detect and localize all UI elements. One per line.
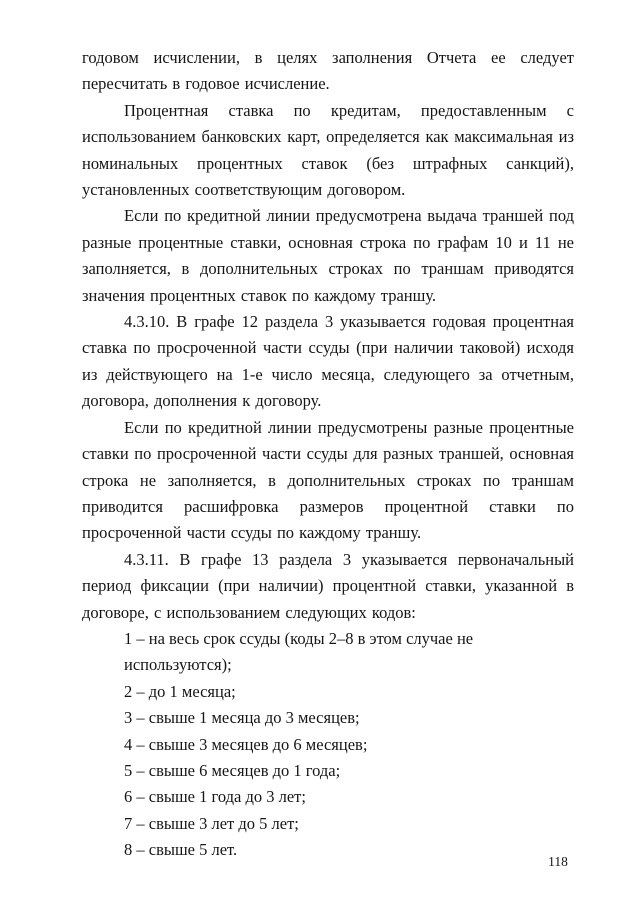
code-list-item: 1 – на весь срок ссуды (коды 2–8 в этом случае не используются); xyxy=(124,628,474,675)
code-list-item: 3 – свыше 1 месяца до 3 месяцев; xyxy=(124,708,360,728)
paragraph: Процентная ставка по кредитам, предоставленным с использованием банковских карт, определяется как максимальная из номинальных процентных ставок (без штрафных санкций), установленных соответствующим договором. xyxy=(82,100,574,200)
code-list-item: 7 – свыше 3 лет до 5 лет; xyxy=(124,813,299,833)
paragraph-4-3-11: 4.3.11. В графе 13 раздела 3 указывается первоначальный период фиксации (при наличии) процентной ставки, указанной в договоре, с использованием следующих кодов: xyxy=(82,549,574,622)
paragraph: Если по кредитной линии предусмотрена выдача траншей под разные процентные ставки, основная строка по графам 10 и 11 не заполняется, в дополнительных строках по траншам приводятся значения процентных ставок по каждому траншу. xyxy=(82,206,574,305)
code-list-item: 4 – свыше 3 месяцев до 6 месяцев; xyxy=(124,734,368,754)
code-list-item: 2 – до 1 месяца; xyxy=(124,681,236,701)
code-list-item: 8 – свыше 5 лет. xyxy=(124,840,238,860)
code-list-item: 5 – свыше 6 месяцев до 1 года; xyxy=(124,760,341,780)
paragraph-continuation: годовом исчислении, в целях заполнения Отчета ее следует пересчитать в годовое исчисление. xyxy=(82,48,574,94)
text-block xyxy=(82,45,574,864)
paragraph: Если по кредитной линии предусмотрены разные процентные ставки по просроченной части ссуды для разных траншей, основная строка не заполняется, в дополнительных строках по траншам приводится расшифровка размеров процентной ставки по просроченной части ссуды по каждому траншу. xyxy=(82,417,574,543)
paragraph-4-3-10: 4.3.10. В графе 12 раздела 3 указывается годовая процентная ставка по просроченной части ссуды (при наличии таковой) исходя из действующего на 1-е число месяца, следующего за отчетным, договора, дополнения к договору. xyxy=(82,312,574,411)
code-list-item: 6 – свыше 1 года до 3 лет; xyxy=(124,787,306,807)
page-number: 118 xyxy=(548,854,568,869)
